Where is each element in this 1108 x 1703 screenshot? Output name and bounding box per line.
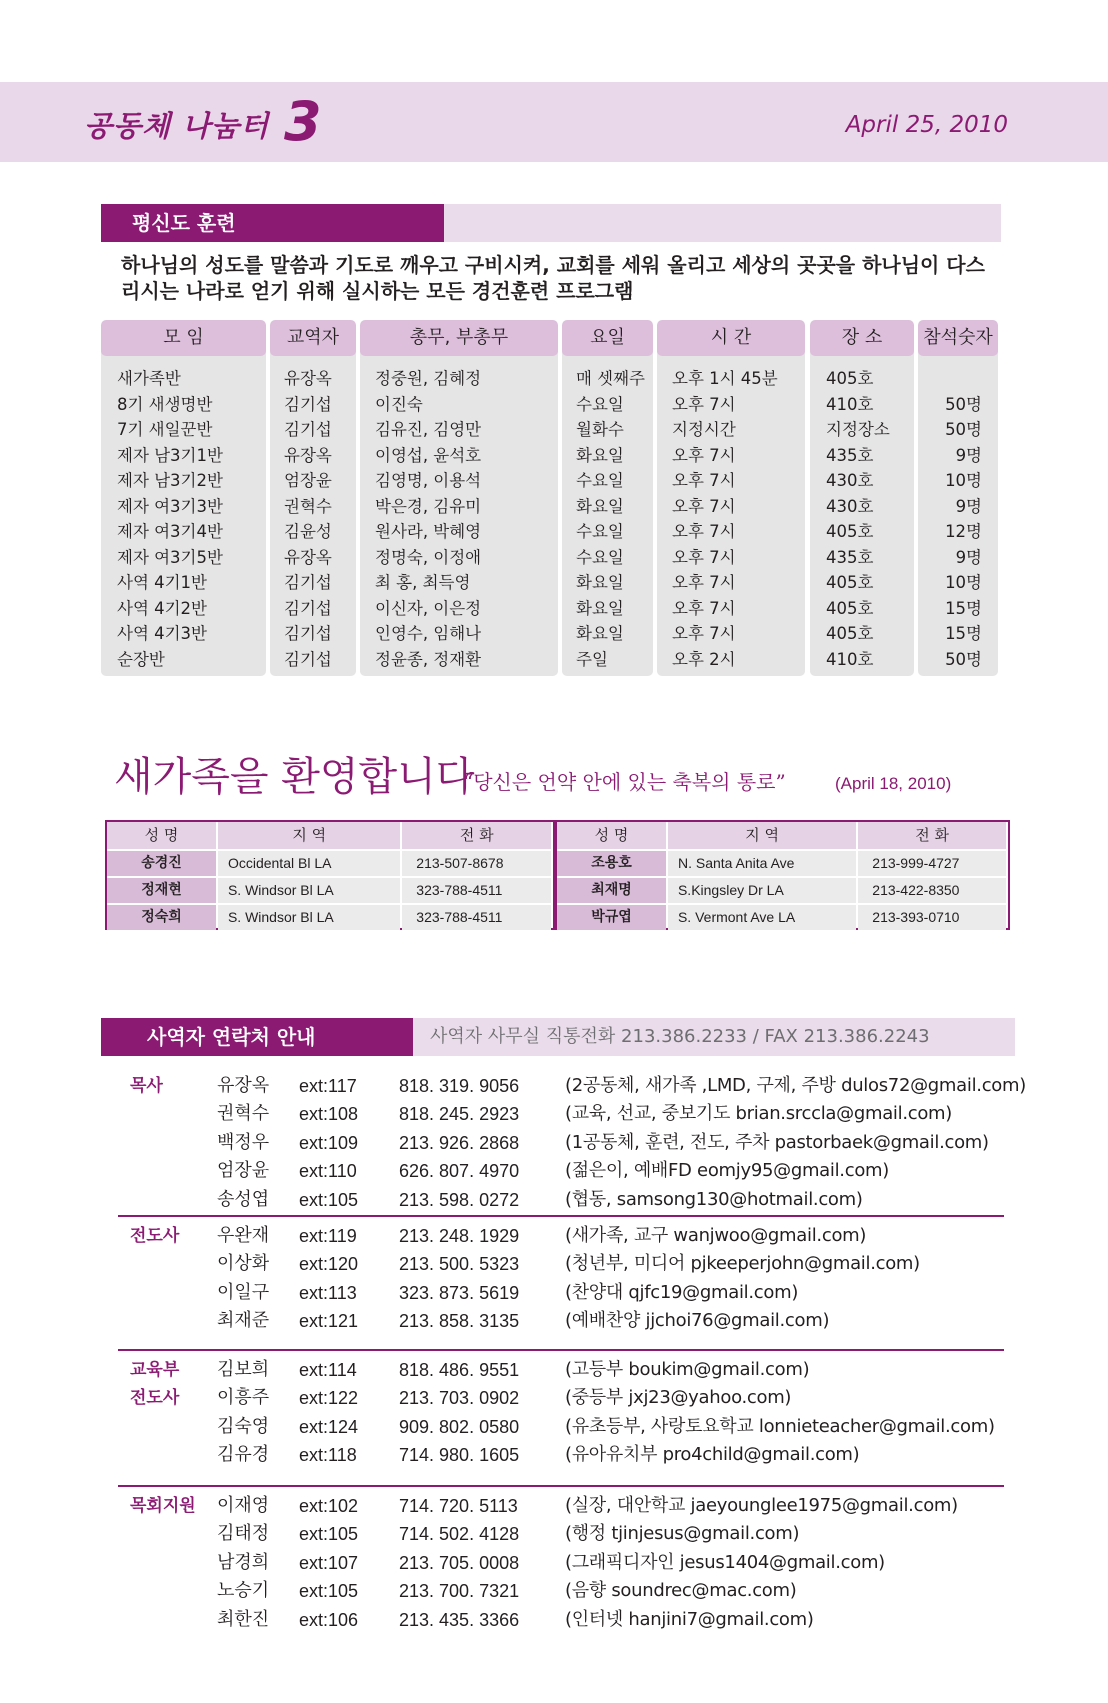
training-cell: 430호 [826,471,874,490]
contact-phone: 626. 807. 4970 [399,1161,520,1182]
contact-note: (협동, samsong130@hotmail.com) [565,1188,863,1210]
training-cell: 410호 [826,394,874,414]
training-cell: 엄장윤 [284,471,332,490]
training-cell: 정윤종, 정재환 [375,649,482,669]
contact-phone: 213. 700. 7321 [399,1581,520,1602]
training-description: 하나님의 성도를 말씀과 기도로 깨우고 구비시켜, 교회를 세워 올리고 세상의 곳곳을 하나님이 다스리시는 나라로 얻기 위해 실시하는 모든 경건훈련 프로그램 [121,253,985,303]
training-cell: 주일 [576,649,608,669]
contact-extension: ext:120 [299,1254,359,1275]
training-cell: 7기 새일꾼반 [117,420,213,439]
welcome-date: (April 18, 2010) [835,774,952,793]
training-column [270,320,356,676]
contact-row [118,1577,1008,1605]
contact-extension: ext:110 [299,1161,357,1182]
contact-note: (새가족, 교구 wanjwoo@gmail.com) [565,1225,867,1246]
contact-extension: ext:107 [299,1552,359,1573]
contact-name: 유장옥 [217,1075,270,1096]
training-cell: 김윤성 [284,522,332,541]
training-column-header: 요일 [562,320,653,356]
contact-row [118,1186,1008,1214]
training-cell: 10명 [945,573,982,592]
training-cell: 50명 [945,394,982,414]
new-family-name: 박규엽 [557,905,666,930]
training-cell: 화요일 [576,445,624,465]
training-cell: 12명 [945,522,982,541]
contact-note: (인터넷 hanjini7@gmail.com) [565,1608,814,1630]
training-cell: 405호 [826,624,874,643]
training-cell: 50명 [945,420,982,439]
contact-extension: ext:121 [299,1311,359,1332]
training-cell: 9명 [955,547,982,567]
training-column-header: 총무, 부총무 [360,320,558,356]
training-cell: 김기섭 [284,394,332,414]
training-cell: 유장옥 [284,445,332,465]
training-column [360,320,558,676]
training-cell: 오후 7시 [672,471,736,490]
training-cell: 화요일 [576,624,624,643]
training-cell: 매 셋째주 [576,369,646,388]
new-family-name: 정숙희 [107,905,216,930]
training-cell: 15명 [945,598,982,618]
contact-row [118,1100,1008,1128]
contact-phone: 213. 435. 3366 [399,1609,520,1630]
new-family-addr: S. Vermont Ave LA [668,905,856,930]
training-cell: 제자 여3기3반 [117,496,223,516]
training-cell: 이진숙 [375,394,423,414]
training-cell: 50명 [945,649,982,669]
training-cell: 정중원, 김혜정 [375,369,482,388]
group-divider [118,1349,1004,1351]
training-cell: 제자 남3기1반 [117,445,223,465]
training-column [810,320,914,676]
welcome-subtitle: “당신은 언약 안에 있는 축복의 통로” [463,770,786,794]
contact-extension: ext:105 [299,1581,359,1602]
training-cell: 권혁수 [284,496,332,516]
group-divider [118,1485,1004,1487]
contact-note: (2공동체, 새가족 ,LMD, 구제, 주방 dulos72@gmail.com) [565,1075,1026,1096]
new-family-phone: 213-422-8350 [858,878,1006,903]
training-cell: 사역 4기2반 [117,598,207,618]
contact-name: 송성엽 [217,1188,270,1210]
contact-row [118,1157,1008,1185]
training-cell: 화요일 [576,598,624,618]
training-cell: 월화수 [576,420,624,439]
contact-extension: ext:117 [299,1076,357,1096]
contact-group-role: 전도사 [130,1388,180,1409]
new-family-addr: Occidental Bl LA [218,851,400,876]
new-family-row [557,878,1008,905]
training-cell: 15명 [945,624,982,643]
training-cell: 김기섭 [284,573,332,592]
new-family-phone: 323-788-4511 [402,905,551,930]
contact-row [118,1520,1008,1548]
training-cell: 김기섭 [284,420,332,439]
contact-group-role: 목사 [130,1076,163,1096]
contact-phone: 818. 319. 9056 [399,1076,520,1096]
contact-name: 백정우 [217,1131,270,1153]
contact-name: 이상화 [217,1253,270,1275]
contact-phone: 714. 502. 4128 [399,1524,520,1545]
new-family-name: 조용호 [557,851,666,876]
new-family-phone: 213-393-0710 [858,905,1006,930]
group-divider [118,1215,1004,1217]
training-cell: 9명 [955,445,982,465]
training-cell: 김기섭 [284,598,332,618]
training-cell: 수요일 [576,394,624,414]
contact-note: (유아유치부 pro4child@gmail.com) [565,1444,860,1466]
contact-name: 권혁수 [217,1103,270,1125]
training-cell: 김기섭 [284,624,332,643]
contact-extension: ext:106 [299,1609,359,1630]
new-family-row [107,878,553,905]
new-family-name: 최재명 [557,878,666,903]
new-family-addr: S.Kingsley Dr LA [668,878,856,903]
new-family-phone: 213-999-4727 [858,851,1006,876]
training-cell: 405호 [826,573,874,592]
training-cell: 제자 남3기2반 [117,471,223,490]
training-cell: 정명숙, 이정애 [375,547,482,567]
contact-extension: ext:114 [299,1360,357,1380]
contact-row [118,1606,1008,1634]
contact-note: (고등부 boukim@gmail.com) [565,1359,810,1380]
contact-group-role: 전도사 [130,1226,180,1246]
contact-note: (젊은이, 예배FD eomjy95@gmail.com) [565,1160,889,1182]
contact-row [118,1250,1008,1278]
training-cell: 수요일 [576,522,624,541]
office-phone-note: 사역자 사무실 직통전화 213.386.2233 / FAX 213.386.2243 [430,1026,930,1047]
training-cell: 수요일 [576,547,624,567]
training-cell: 10명 [945,471,982,490]
training-cell: 제자 여3기4반 [117,522,223,541]
new-family-phone: 323-788-4511 [402,878,551,903]
contact-note: (찬양대 qjfc19@gmail.com) [565,1281,799,1303]
training-cell: 9명 [955,496,982,516]
training-cell: 오후 7시 [672,547,736,567]
page-number: 3 [284,90,322,153]
page-title: 공동체 나눔터 [84,109,270,143]
training-cell: 오후 7시 [672,394,736,414]
contact-extension: ext:105 [299,1189,359,1210]
training-cell: 435호 [826,547,874,567]
new-family-name: 정재현 [107,878,216,903]
contact-row [118,1222,1008,1250]
training-cell: 오후 7시 [672,624,736,643]
contact-phone: 213. 703. 0902 [399,1388,520,1409]
contact-row [118,1492,1008,1520]
training-cell: 430호 [826,496,874,516]
training-column-header: 시 간 [657,320,805,356]
training-cell: 박은경, 김유미 [375,496,482,516]
training-cell: 405호 [826,369,874,388]
contact-note: (그래픽디자인 jesus1404@gmail.com) [565,1551,885,1573]
contact-extension: ext:105 [299,1524,359,1545]
training-column-header: 참석숫자 [918,320,998,356]
contact-row [118,1384,1008,1412]
contact-extension: ext:113 [299,1282,357,1303]
new-family-header: 전 화 [858,822,1006,849]
contact-phone: 714. 980. 1605 [399,1445,520,1466]
training-cell: 오후 7시 [672,445,736,465]
contact-group-role: 교육부 [130,1360,180,1380]
training-cell: 오후 1시 45분 [672,369,778,388]
new-family-row [557,851,1008,878]
contact-note: (음향 soundrec@mac.com) [565,1580,797,1602]
contact-name: 김유경 [217,1444,270,1466]
new-family-addr: S. Windsor Bl LA [218,878,400,903]
training-column [101,320,266,676]
training-column [657,320,805,676]
training-cell: 지정시간 [672,420,736,439]
training-column [918,320,998,676]
training-cell: 수요일 [576,471,624,490]
contact-phone: 213. 248. 1929 [399,1226,520,1246]
training-cell: 410호 [826,649,874,669]
new-family-header: 성 명 [557,822,666,849]
training-cell: 화요일 [576,573,624,592]
contact-row [118,1072,1026,1100]
contact-name: 최한진 [217,1608,270,1630]
contact-row [118,1356,1008,1384]
training-cell: 유장옥 [284,369,332,388]
contact-row [118,1279,1008,1307]
contact-name: 노승기 [217,1580,270,1602]
contact-note: (유초등부, 사랑토요학교 lonnieteacher@gmail.com) [565,1415,995,1437]
contact-note: (중등부 jxj23@yahoo.com) [565,1387,792,1409]
contact-row [118,1129,1008,1157]
welcome-title: 새가족을 환영합니다 [114,754,475,800]
contacts-section-title: 사역자 연락처 안내 [101,1018,413,1056]
new-family-header: 지 역 [668,822,856,849]
training-cell: 오후 7시 [672,598,736,618]
training-cell: 제자 여3기5반 [117,547,223,567]
contact-name: 김숙영 [217,1415,270,1437]
training-cell: 사역 4기1반 [117,573,207,592]
contact-extension: ext:119 [299,1226,357,1246]
contact-phone: 818. 245. 2923 [399,1104,520,1125]
training-cell: 405호 [826,522,874,541]
training-column [562,320,653,676]
contact-phone: 213. 858. 3135 [399,1311,520,1332]
contact-extension: ext:124 [299,1416,359,1437]
new-family-header: 지 역 [218,822,400,849]
contact-row [118,1307,1008,1335]
contact-note: (실장, 대안학교 jaeyounglee1975@gmail.com) [565,1495,958,1516]
training-cell: 435호 [826,445,874,465]
contact-name: 남경희 [217,1551,270,1573]
new-family-row [557,905,1008,932]
training-cell: 유장옥 [284,547,332,567]
contact-name: 김보희 [217,1359,270,1380]
training-cell: 405호 [826,598,874,618]
training-cell: 오후 7시 [672,522,736,541]
training-cell: 오후 2시 [672,649,736,669]
new-family-header: 성 명 [107,822,216,849]
contact-row [118,1549,1008,1577]
training-cell: 원사라, 박혜영 [375,522,482,541]
contact-name: 이일구 [217,1281,270,1303]
new-family-row [107,851,553,878]
new-family-table-right [555,820,1010,930]
contact-row [118,1441,1008,1469]
contact-row [118,1413,1008,1441]
training-cell: 화요일 [576,496,624,516]
contact-extension: ext:102 [299,1496,359,1516]
new-family-addr: N. Santa Anita Ave [668,851,856,876]
contact-extension: ext:109 [299,1132,359,1153]
training-section-title: 평신도 훈련 [101,204,444,242]
training-cell: 김기섭 [284,649,332,669]
new-family-row [107,905,553,932]
training-cell: 이영섭, 윤석호 [375,445,482,465]
new-family-name: 송경진 [107,851,216,876]
contact-extension: ext:108 [299,1104,359,1125]
contact-name: 김태정 [217,1523,270,1545]
new-family-table-left [105,820,555,930]
contact-group-role: 목회지원 [130,1496,196,1516]
training-cell: 김유진, 김영만 [375,420,482,439]
contact-phone: 818. 486. 9551 [399,1360,520,1380]
contact-note: (예배찬양 jjchoi76@gmail.com) [565,1310,830,1332]
contact-name: 이흥주 [217,1387,270,1409]
contact-name: 엄장윤 [217,1160,270,1182]
training-cell: 오후 7시 [672,573,736,592]
training-cell: 인영수, 임해나 [375,624,482,643]
training-cell: 새가족반 [117,369,181,388]
contact-note: (행정 tjinjesus@gmail.com) [565,1523,800,1545]
training-cell: 김영명, 이용석 [375,471,482,490]
new-family-phone: 213-507-8678 [402,851,551,876]
training-column-header: 모 임 [101,320,266,356]
training-cell: 오후 7시 [672,496,736,516]
training-cell: 사역 4기3반 [117,624,207,643]
contact-phone: 213. 705. 0008 [399,1552,520,1573]
contact-phone: 213. 500. 5323 [399,1254,520,1275]
training-column-header: 장 소 [810,320,914,356]
contact-phone: 323. 873. 5619 [399,1282,520,1303]
contact-name: 우완재 [217,1225,270,1246]
contact-extension: ext:118 [299,1445,357,1466]
new-family-addr: S. Windsor Bl LA [218,905,400,930]
contact-phone: 213. 926. 2868 [399,1132,520,1153]
training-cell [918,366,998,392]
training-cell: 8기 새생명반 [117,394,213,414]
issue-date: April 25, 2010 [845,112,1008,138]
contact-phone: 213. 598. 0272 [399,1189,520,1210]
training-column-header: 교역자 [270,320,356,356]
training-cell: 이신자, 이은정 [375,598,482,618]
contact-note: (청년부, 미디어 pjkeeperjohn@gmail.com) [565,1253,920,1275]
training-cell: 순장반 [117,649,165,669]
contact-name: 최재준 [217,1310,270,1332]
contact-note: (1공동체, 훈련, 전도, 주차 pastorbaek@gmail.com) [565,1131,989,1153]
contact-phone: 714. 720. 5113 [399,1496,518,1516]
new-family-header: 전 화 [402,822,551,849]
contact-name: 이재영 [217,1495,270,1516]
contact-note: (교육, 선교, 중보기도 brian.srccla@gmail.com) [565,1103,953,1125]
contact-phone: 909. 802. 0580 [399,1416,520,1437]
training-cell: 지정장소 [826,420,890,439]
contact-extension: ext:122 [299,1388,359,1409]
training-cell: 최 홍, 최득영 [375,573,471,592]
